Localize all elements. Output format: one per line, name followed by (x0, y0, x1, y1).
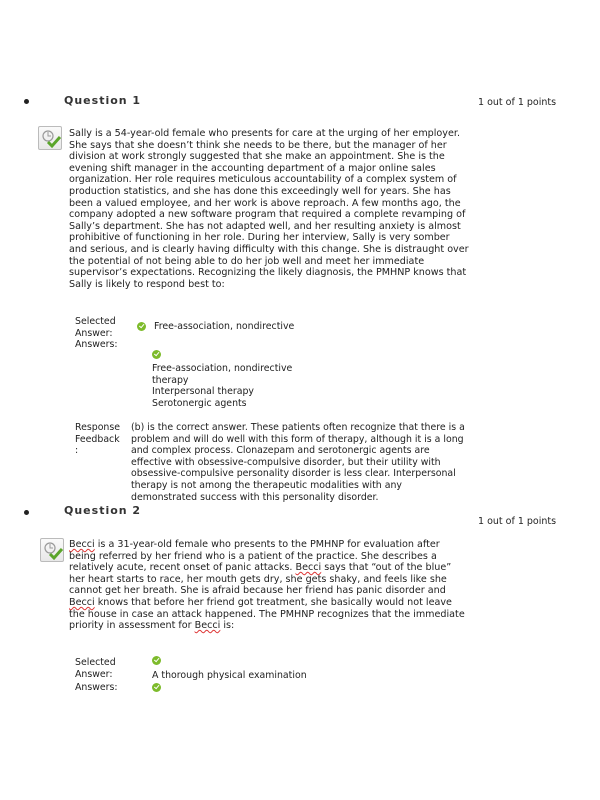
selected-answer-text: A thorough physical examination (152, 670, 307, 681)
answers-label: Answers: (75, 339, 118, 350)
question-text-line: the potential of not being able to do her job well and meet her immediate (69, 255, 425, 267)
selected-answer-label: Selected Answer: (75, 316, 116, 339)
text-segment: cannot get her breath. She is afraid because her friend has panic disorder and (69, 585, 446, 597)
question-text-line: and serious, and is clearly having difficulty with this change. She is distraught over (69, 243, 469, 255)
question-2-bullet (24, 510, 29, 515)
spellcheck-word: Becci (69, 539, 95, 550)
question-2-title: Question 2 (64, 504, 142, 517)
question-text-line: supervisor’s expectations. Recognizing the likely diagnosis, the PMHNP knows that (69, 267, 467, 279)
selected-answer-label: Selected Answer: (75, 657, 116, 680)
question-text-line: evening shift manager in the accounting department of a major online sales (69, 162, 436, 174)
selected-answer-text: Free-association, nondirective (154, 321, 295, 332)
question-status-icon (40, 538, 64, 562)
question-text-line: division at work strongly suggested that she make an appointment. She is the (69, 151, 445, 163)
text-segment: the house in case an attack happened. The PMHNP recognizes that the immediate (69, 608, 465, 620)
answer-option: Serotonergic agents (152, 397, 247, 409)
text-segment: relatively acute, recent onset of panic attacks. (69, 562, 296, 574)
text-segment: knows that before her friend got treatment, she basically would not leave (94, 596, 452, 608)
question-1-bullet (24, 99, 29, 104)
question-text-line: Sally’s department. She has not adapted well, and her resulting anxiety is almost (69, 220, 461, 232)
question-1-title: Question 1 (64, 94, 142, 107)
question-text-line (69, 620, 465, 632)
text-segment: her heart starts to race, her mouth gets dry, she gets shaky, and feels like she (69, 573, 447, 585)
question-text-line (69, 597, 465, 609)
question-text-line (69, 562, 465, 574)
answers-list (152, 363, 292, 409)
correct-check-icon (152, 350, 161, 359)
correct-check-icon (137, 322, 146, 331)
spellcheck-word: Becci (194, 620, 221, 632)
question-1-text (69, 128, 469, 290)
spellcheck-word: Becci (295, 562, 322, 574)
question-text-line: production statistics, and she has done this exceedingly well for years. She has (69, 185, 451, 197)
question-text-line: Sally is likely to respond best to: (69, 278, 225, 290)
response-feedback-text: (b) is the correct answer. These patients often recognize that there is a problem and will do well with this form of therapy, although it is a long and complex process. Clonazepam and serotonergic agents are effective with obsessive-compulsive disorder, but their utility with obsessive-compulsive personality disorder is less clear. Interpersonal therapy is not among the therapeutic modalities with any demonstrated success with this personality disorder. (131, 422, 465, 503)
question-text-line (69, 574, 465, 586)
question-1-points: 1 out of 1 points (478, 97, 557, 108)
question-text-line: Sally is a 54-year-old female who presents for care at the urging of her employer. (69, 128, 460, 139)
answer-option: Free-association, nondirective (152, 363, 293, 374)
question-text-line: company adopted a new software program that required a complete revamping of (69, 209, 466, 221)
text-segment: priority in assessment for (69, 620, 195, 632)
question-text-line (69, 539, 465, 551)
answers-label: Answers: (75, 682, 118, 693)
question-text-line: prohibitive of functioning in her role. During her interview, Sally is very somber (69, 232, 450, 244)
correct-check-icon (152, 683, 161, 692)
question-status-icon (38, 126, 62, 150)
question-text-line (69, 609, 465, 621)
answer-option: therapy (152, 374, 189, 386)
text-segment: is: (220, 620, 235, 632)
text-segment: is a 31-year-old female who presents to the PMHNP for evaluation after (94, 539, 440, 550)
spellcheck-word: Becci (69, 596, 95, 608)
text-segment: says that “out of the blue” (321, 562, 452, 574)
question-text-line (69, 551, 465, 563)
response-feedback-label: Response Feedback : (75, 422, 121, 457)
answer-option: Interpersonal therapy (152, 386, 254, 398)
question-text-line: She says that she doesn’t think she needs to be there, but the manager of her (69, 139, 447, 151)
question-text-line (69, 585, 465, 597)
question-text-line: organization. Her role requires meticulous accountability of a complex system of (69, 174, 457, 186)
question-text-line: been a valued employee, and her work is above reproach. A few months ago, the (69, 197, 461, 209)
question-2-points: 1 out of 1 points (478, 516, 557, 527)
question-2-text (69, 539, 465, 632)
correct-check-icon (152, 656, 161, 665)
text-segment: being referred by her friend who is a patient of the practice. She describes a (69, 550, 437, 562)
